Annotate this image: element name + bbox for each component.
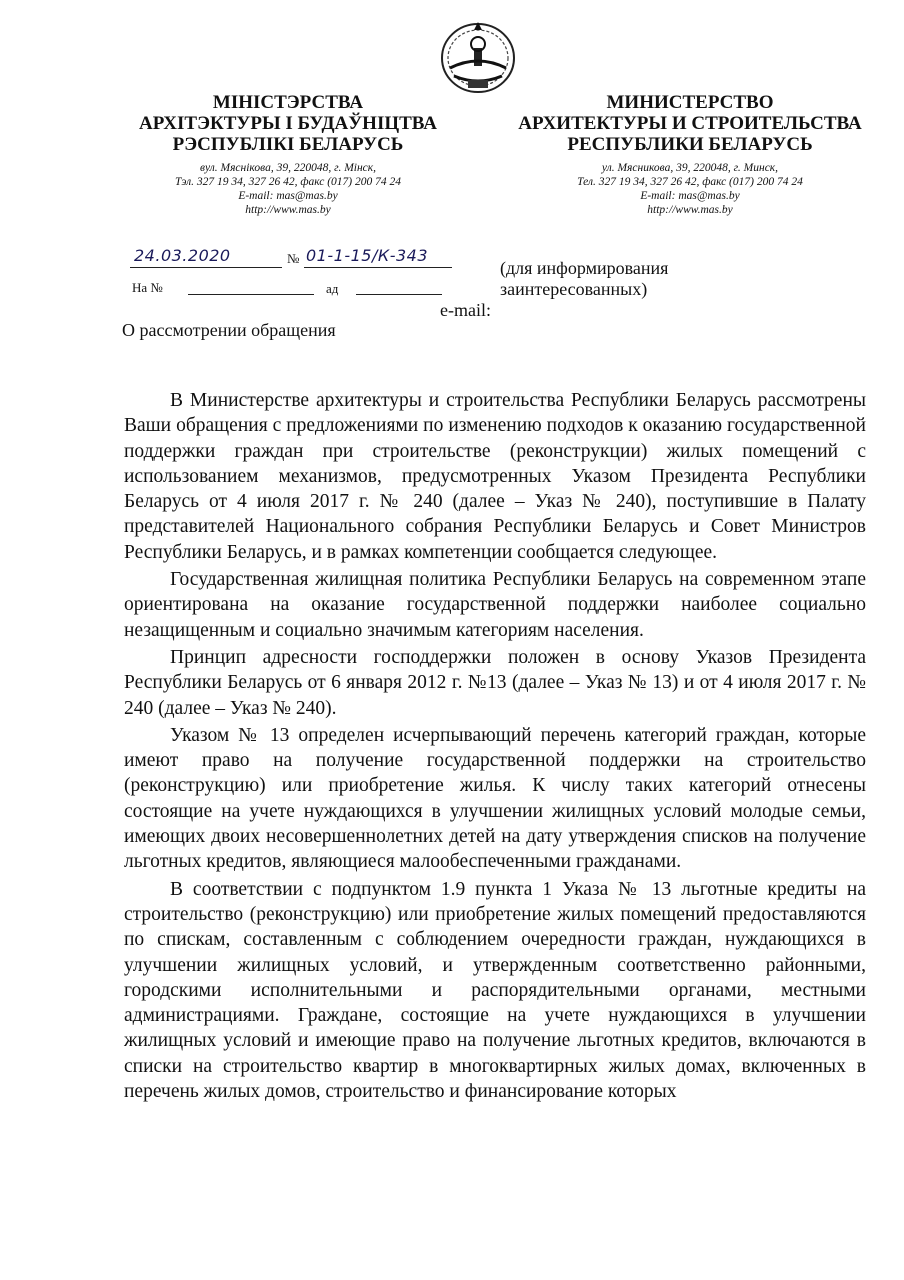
state-emblem-icon bbox=[438, 18, 518, 94]
letter-subject: О рассмотрении обращения bbox=[122, 320, 336, 340]
number-label: № bbox=[287, 251, 300, 266]
body-paragraph: В Министерстве архитектуры и строительства Республики Беларусь рассмотрены Ваши обращения с предложениями по изменению подходов к оказанию государственной поддержки граждан при строительстве (реконструкции) жилых помещений с использованием механизмов, предусмотренных Указом Президента Республики Беларусь от 4 июля 2017 г. № 240 (далее – Указ № 240), поступившие в Палату представителей Национального собрания Республики Беларусь и Совет Министров Республики Беларусь, и в рамках компетенции сообщается следующее. bbox=[124, 390, 866, 563]
letter-body bbox=[124, 388, 866, 1106]
body-paragraph: Указом № 13 определен исчерпывающий перечень категорий граждан, которые имеют право на получение государственной поддержки на строительство (реконструкцию) или приобретение жилья. К числу таких категорий отнесены состоящие на учете нуждающихся в улучшении жилищных условий молодые семьи, имеющих двоих несовершеннолетних детей на дату утверждения списков на получение льготных кредитов, являющиеся малообеспеченными гражданами. bbox=[124, 724, 866, 873]
org-contacts-ru bbox=[510, 161, 870, 217]
email-line: E-mail: mas@mas.by bbox=[640, 190, 740, 202]
date-underline bbox=[130, 267, 282, 268]
org-name-line: РЕСПУБЛИКИ БЕЛАРУСЬ bbox=[567, 134, 813, 155]
body-paragraph: Государственная жилищная политика Республики Беларусь на современном этапе ориентирована на оказание государственной поддержки наиболее социально незащищенным и социально значимым категориям населения. bbox=[124, 569, 866, 641]
phone-line: Тэл. 327 19 34, 327 26 42, факс (017) 200 74 24 bbox=[174, 176, 402, 188]
org-name-line: МІНІСТЭРСТВА bbox=[212, 92, 364, 113]
outgoing-date: 24.03.2020 bbox=[134, 246, 231, 265]
dated-label: ад bbox=[326, 281, 339, 296]
email-label: e-mail: bbox=[440, 300, 491, 320]
address-line: ул. Мясникова, 39, 220048, г. Минск, bbox=[601, 162, 779, 174]
outgoing-number: 01-1-15/К-343 bbox=[306, 246, 429, 265]
body-paragraph: Принцип адресности господдержки положен в основу Указов Президента Республики Беларусь от 6 января 2012 г. №13 (далее – Указ № 13) и от 4 июля 2017 г. № 240 (далее – Указ № 240). bbox=[124, 646, 866, 719]
org-name-line: МИНИСТЕРСТВО bbox=[606, 92, 774, 113]
email-line: E-mail: mas@mas.by bbox=[238, 190, 338, 202]
org-name-ru bbox=[510, 92, 870, 155]
header-right bbox=[510, 92, 870, 217]
org-name-by bbox=[118, 92, 458, 155]
phone-line: Тел. 327 19 34, 327 26 42, факс (017) 200 74 24 bbox=[577, 176, 803, 188]
header-left bbox=[118, 92, 458, 217]
website-line: http://www.mas.by bbox=[647, 204, 733, 216]
number-underline bbox=[304, 267, 452, 268]
in-reply-underline bbox=[188, 294, 314, 295]
in-reply-label: На № bbox=[132, 280, 163, 295]
org-name-line: РЭСПУБЛІКІ БЕЛАРУСЬ bbox=[172, 134, 404, 155]
dated-underline bbox=[356, 294, 442, 295]
addressee-line: заинтересованных) bbox=[500, 279, 648, 299]
addressee bbox=[500, 258, 668, 300]
org-contacts-by bbox=[118, 161, 458, 217]
addressee-line: (для информирования bbox=[500, 258, 669, 278]
body-paragraph: В соответствии с подпунктом 1.9 пункта 1 Указа № 13 льготные кредиты на строительство (реконструкцию) или приобретение жилых помещений предоставляются по спискам, составленным с соблюдением очередности граждан, нуждающихся в улучшении жилищных условий, и утвержденным соответственно районными, городскими исполнительными и распорядительными органами, местными администрациями. Граждане, состоящие на учете нуждающихся в улучшении жилищных условий и имеющие право на получение льготных кредитов, включаются в списки на строительство квартир в многоквартирных жилых домах, включенных в перечень жилых домов, строительство и финансирование которых bbox=[124, 878, 866, 1103]
org-name-line: АРХІТЭКТУРЫ І БУДАЎНІЦТВА bbox=[138, 113, 438, 134]
address-line: вул. Мясніковa, 39, 220048, г. Мінск, bbox=[199, 162, 377, 174]
website-line: http://www.mas.by bbox=[245, 204, 331, 216]
org-name-line: АРХИТЕКТУРЫ И СТРОИТЕЛЬСТВА bbox=[518, 113, 862, 134]
